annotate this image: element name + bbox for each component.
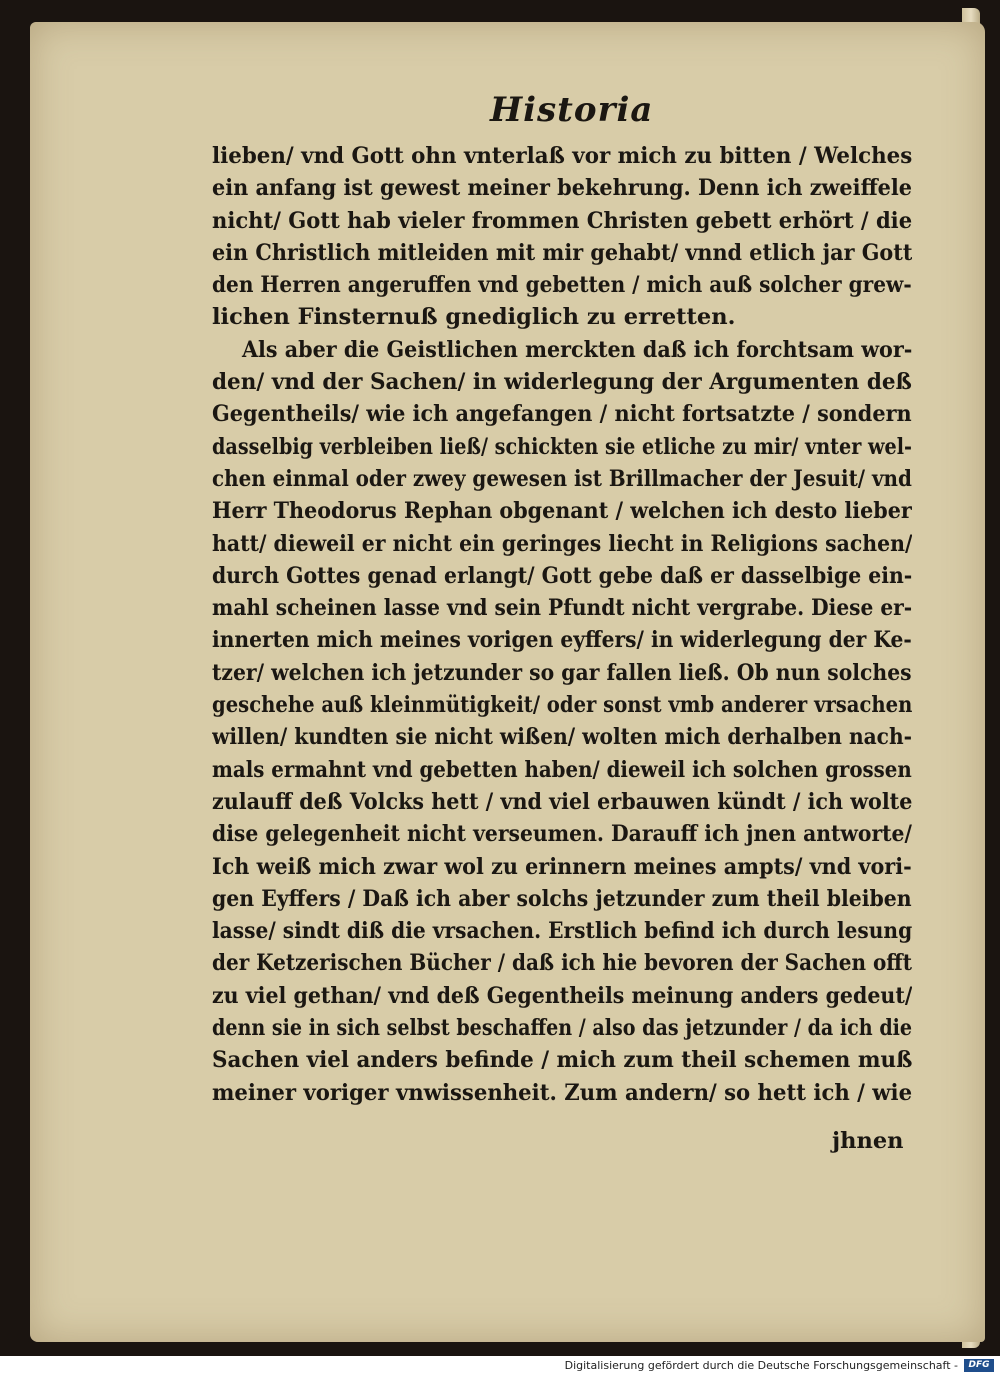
footer-bar — [0, 1356, 1000, 1376]
text-line: geschehe auß kleinmütigkeit/ oder sonst vmb anderer vrsachen — [212, 692, 912, 719]
catchword: jhnen — [832, 1128, 904, 1154]
text-line: ein anfang ist gewest meiner bekehrung. Denn ich zweiffele — [212, 175, 912, 202]
text-line: dasselbig verbleiben ließ/ schickten sie etliche zu mir/ vnter wel- — [212, 433, 912, 460]
body-text — [212, 140, 912, 1109]
text-line: der Ketzerischen Bücher / daß ich hie bevoren der Sachen offt — [212, 950, 912, 977]
text-line: zu viel gethan/ vnd deß Gegentheils meinung anders gedeut/ — [212, 982, 912, 1009]
text-line: denn sie in sich selbst beschaffen / also das jetzunder / da ich die — [212, 1015, 912, 1042]
text-line: Als aber die Geistlichen merckten daß ich forchtsam wor- — [242, 336, 912, 363]
text-line: mahl scheinen lasse vnd sein Pfundt nicht vergrabe. Diese er- — [212, 595, 912, 622]
text-line: ein Christlich mitleiden mit mir gehabt/ vnnd etlich jar Gott — [212, 239, 912, 266]
text-line: lichen Finsternuß gnediglich zu erretten. — [212, 304, 736, 331]
text-line: innerten mich meines vorigen eyffers/ in widerlegung der Ke- — [212, 627, 912, 654]
text-line: Sachen viel anders befinde / mich zum theil schemen muß — [212, 1047, 912, 1074]
text-line: dise gelegenheit nicht verseumen. Darauff ich jnen antworte/ — [212, 821, 912, 848]
text-line: lasse/ sindt diß die vrsachen. Erstlich befind ich durch lesung — [212, 918, 912, 945]
text-line: lieben/ vnd Gott ohn vnterlaß vor mich zu bitten / Welches — [212, 143, 912, 169]
running-head: Historia — [490, 90, 654, 130]
text-line: meiner voriger vnwissenheit. Zum andern/ so hett ich / wie — [212, 1079, 912, 1106]
text-line: Ich weiß mich zwar wol zu erinnern meines ampts/ vnd vori- — [212, 853, 912, 880]
footer-credit: Digitalisierung gefördert durch die Deutsche Forschungsgemeinschaft - — [564, 1359, 958, 1372]
text-line: nicht/ Gott hab vieler frommen Christen gebett erhört / die — [212, 207, 912, 234]
text-line: den Herren angeruffen vnd gebetten / mich auß solcher grew- — [212, 272, 912, 299]
text-line: durch Gottes genad erlangt/ Gott gebe daß er dasselbige ein- — [212, 562, 912, 589]
text-line: hatt/ dieweil er nicht ein geringes liecht in Religions sachen/ — [212, 530, 912, 557]
text-line: chen einmal oder zwey gewesen ist Brillmacher der Jesuit/ vnd — [212, 465, 912, 492]
text-line: willen/ kundten sie nicht wißen/ wolten mich derhalben nach- — [212, 724, 912, 751]
text-line: mals ermahnt vnd gebetten haben/ dieweil ich solchen grossen — [212, 756, 912, 783]
text-line: den/ vnd der Sachen/ in widerlegung der Argumenten deß — [212, 369, 912, 396]
dfg-logo[interactable]: DFG — [964, 1359, 994, 1372]
text-line: tzer/ welchen ich jetzunder so gar fallen ließ. Ob nun solches — [212, 659, 912, 686]
text-line: gen Eyffers / Daß ich aber solchs jetzunder zum theil bleiben — [212, 885, 912, 912]
text-line: Gegentheils/ wie ich angefangen / nicht fortsatzte / sondern — [212, 401, 912, 428]
text-line: Herr Theodorus Rephan obgenant / welchen ich desto lieber — [212, 498, 912, 525]
text-line: zulauff deß Volcks hett / vnd viel erbauwen kündt / ich wolte — [212, 788, 912, 815]
